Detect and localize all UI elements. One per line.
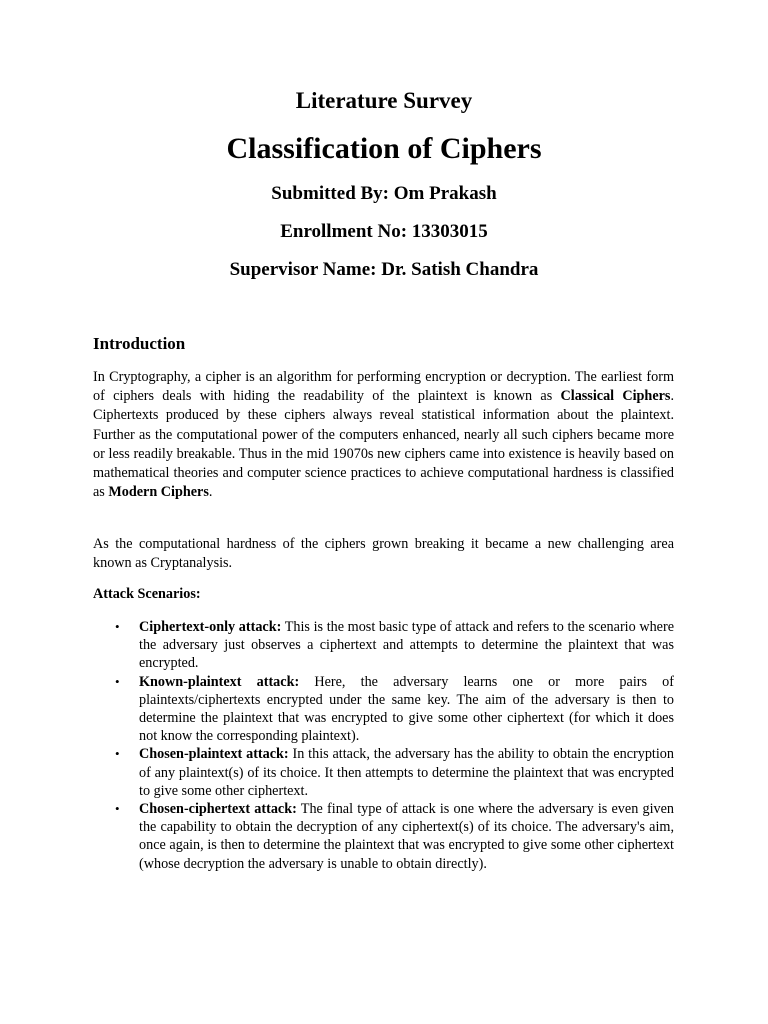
main-title: Classification of Ciphers	[226, 132, 542, 165]
bullet-icon: •	[115, 619, 120, 634]
bullet-icon: •	[115, 746, 120, 762]
bullet-icon: •	[115, 673, 120, 689]
attack-description: The final type of attack is one where the adversary is even given the capability to obtain the decryption of any ciphertext(s) of its choice. The adversary's aim, once again, is then to determine the plaintext that was encrypted to give some other ciphertext (whose decryption the adversary is unable to obtain directly).	[139, 801, 674, 872]
para1-text-2: . Ciphertexts produced by these ciphers always reveal statistical information about the plaintext. Further as the computational power of the computers enhanced, nearly all such ciphers became more or less readily breakable. Thus in the mid 19070s new ciphers came into existence is heavily based on mathematical theories and computer science practices to achieve computational hardness is classified as	[93, 388, 674, 501]
submitted-by: Submitted By: Om Prakash	[271, 183, 497, 204]
introduction-paragraph-2	[93, 535, 674, 573]
list-item	[93, 800, 674, 873]
attack-term: Chosen-ciphertext attack:	[139, 801, 297, 818]
attack-scenarios-heading: Attack Scenarios:	[93, 586, 201, 602]
para2-text: As the computational hardness of the ciphers grown breaking it became a new challenging area known as Cryptanalysis.	[93, 536, 674, 572]
list-item	[93, 745, 674, 800]
enrollment-number: Enrollment No: 13303015	[280, 221, 488, 242]
attack-term: Known-plaintext attack:	[139, 673, 300, 690]
para1-bold-modern: Modern Ciphers	[108, 484, 209, 501]
attack-description: Here, the adversary learns one or more pairs of plaintexts/ciphertexts encrypted under the same key. The aim of the adversary is then to determine the plaintext that was encrypted to give some other ciphertext (for which it does not know the corresponding plaintext).	[139, 673, 674, 745]
list-item	[93, 673, 674, 746]
para1-text-1: In Cryptography, a cipher is an algorithm for performing encryption or decryption. The earliest form of ciphers deals with hiding the readability of the plaintext is known as	[93, 369, 674, 405]
attack-term: Ciphertext-only attack:	[139, 619, 282, 635]
survey-title: Literature Survey	[295, 88, 473, 113]
supervisor-name: Supervisor Name: Dr. Satish Chandra	[229, 259, 539, 280]
list-item	[93, 618, 674, 673]
attack-term: Chosen-plaintext attack:	[139, 746, 289, 763]
introduction-heading: Introduction	[93, 334, 186, 353]
attack-description: In this attack, the adversary has the ability to obtain the encryption of any plaintext(s) of its choice. It then attempts to determine the plaintext that was encrypted to give some other ciphertext.	[139, 746, 674, 799]
attack-scenarios-list	[93, 618, 674, 873]
introduction-paragraph-1	[93, 368, 674, 502]
para1-bold-classical: Classical Ciphers	[560, 388, 671, 405]
para1-text-3: .	[208, 484, 213, 501]
bullet-icon: •	[115, 801, 120, 817]
attack-description: This is the most basic type of attack and refers to the scenario where the adversary just observes a ciphertext and attempts to determine the plaintext that was encrypted.	[139, 619, 674, 672]
